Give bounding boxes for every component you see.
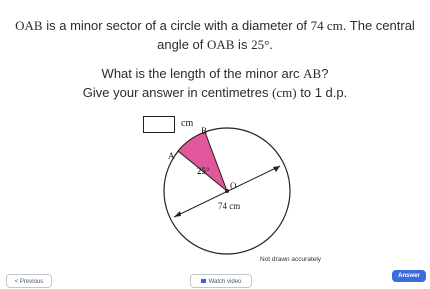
prompt-text-fragment: ? <box>321 66 329 81</box>
question-prompt <box>8 64 422 102</box>
arc-name: AB <box>303 66 322 81</box>
sector-name: OAB <box>206 37 235 52</box>
prompt-line-2 <box>8 83 422 102</box>
label-a: A <box>168 151 175 161</box>
angle-value: 25° <box>251 37 270 52</box>
prompt-line-1 <box>8 64 422 83</box>
angle-label: 25° <box>197 166 210 176</box>
question-text-fragment: . The central <box>342 18 415 33</box>
question-text-fragment: angle of <box>157 37 207 52</box>
question-text-fragment: is <box>234 37 252 52</box>
diameter-label: 74 cm <box>218 201 241 211</box>
question-line-2 <box>8 35 422 54</box>
previous-button[interactable]: < Previous <box>6 274 52 288</box>
diameter-arrow-left <box>174 211 181 217</box>
watch-video-label: Watch video <box>208 279 242 285</box>
answer-unit-label: cm <box>181 118 194 129</box>
sector-shape <box>178 132 227 191</box>
label-b: B <box>201 126 208 136</box>
label-o: O <box>230 181 237 191</box>
answer-button[interactable]: Answer <box>392 270 426 282</box>
unit-text: (cm) <box>272 85 297 100</box>
center-point <box>225 189 229 193</box>
watch-video-button[interactable] <box>190 274 252 288</box>
prompt-text-fragment: to 1 d.p. <box>296 85 348 100</box>
prompt-text-fragment: What is the length of the minor arc <box>101 66 304 81</box>
question-text-fragment: . <box>269 37 273 52</box>
question-text <box>8 16 422 54</box>
sector-name: OAB <box>15 18 43 33</box>
not-drawn-accurately-note: Not drawn accurately <box>260 256 322 263</box>
video-icon <box>201 279 206 283</box>
question-text-fragment: is a minor sector of a circle with a diameter of <box>42 18 311 33</box>
diameter-value: 74 cm <box>310 18 343 33</box>
prompt-text-fragment: Give your answer in centimetres <box>82 85 273 100</box>
question-line-1 <box>8 16 422 35</box>
circle-sector-diagram <box>135 115 310 263</box>
